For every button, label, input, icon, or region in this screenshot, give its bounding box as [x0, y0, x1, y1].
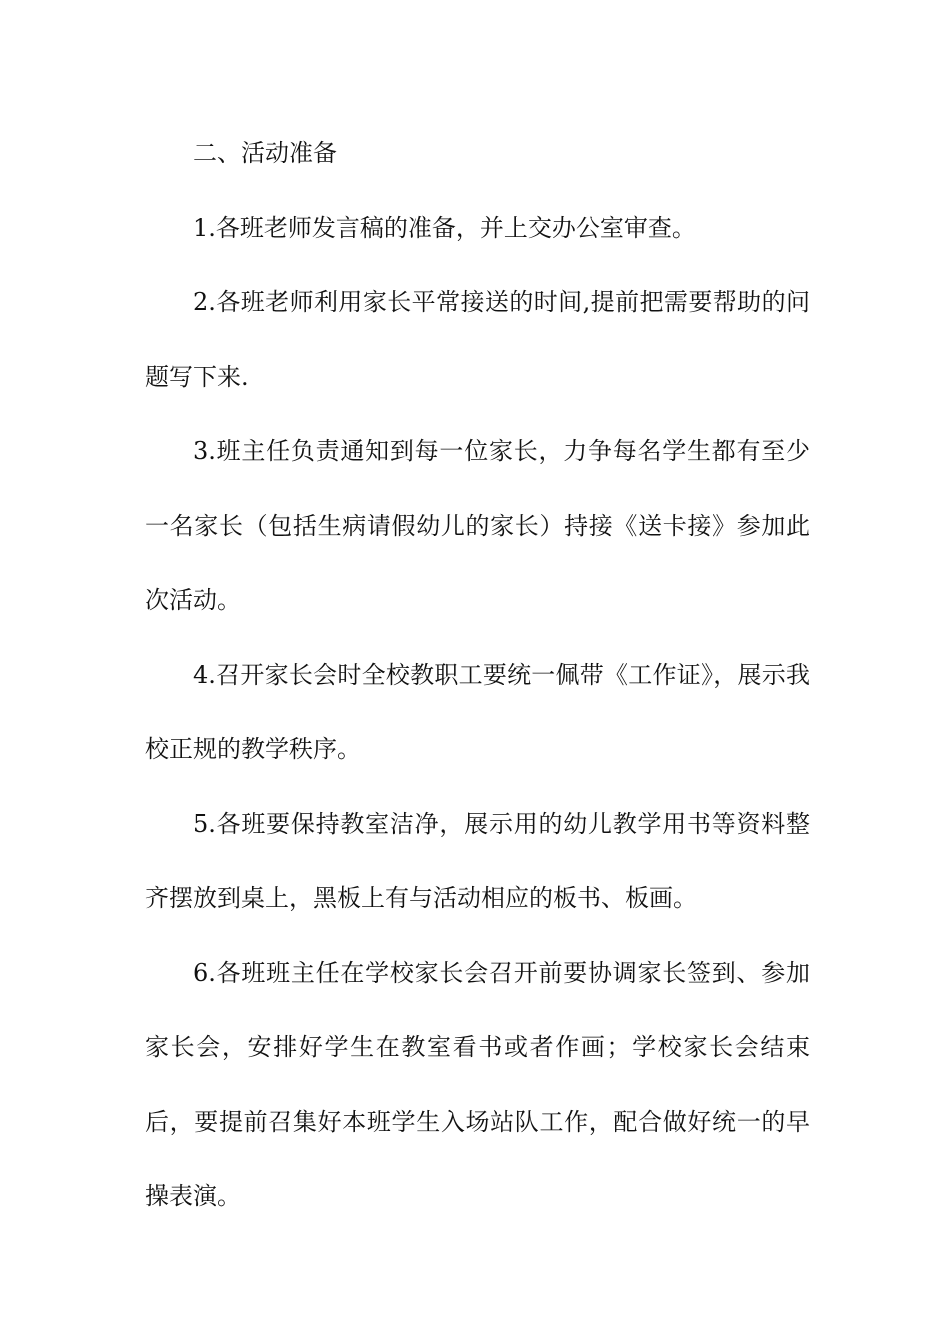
section-heading: 二、活动准备 — [193, 139, 337, 167]
document-body — [145, 116, 810, 1234]
paragraph-4: 4.召开家长会时全校教职工要统一佩带《工作证》，展示我校正规的教学秩序。 — [145, 660, 810, 763]
paragraph-5: 5.各班要保持教室洁净，展示用的幼儿教学用书等资料整齐摆放到桌上，黑板上有与活动相应的板书、板画。 — [145, 809, 810, 912]
paragraph-2: 2.各班老师利用家长平常接送的时间,提前把需要帮助的问题写下来. — [145, 288, 810, 391]
paragraph-6: 6.各班班主任在学校家长会召开前要协调家长签到、参加家长会，安排好学生在教室看书或者作画；学校家长会结束后，要提前召集好本班学生入场站队工作，配合做好统一的早操表演。 — [145, 958, 810, 1210]
paragraph-1: 1.各班老师发言稿的准备，并上交办公室审查。 — [193, 213, 696, 242]
paragraph-3: 3.班主任负责通知到每一位家长，力争每名学生都有至少一名家长（包括生病请假幼儿的家长）持接《送卡接》参加此次活动。 — [145, 437, 810, 614]
